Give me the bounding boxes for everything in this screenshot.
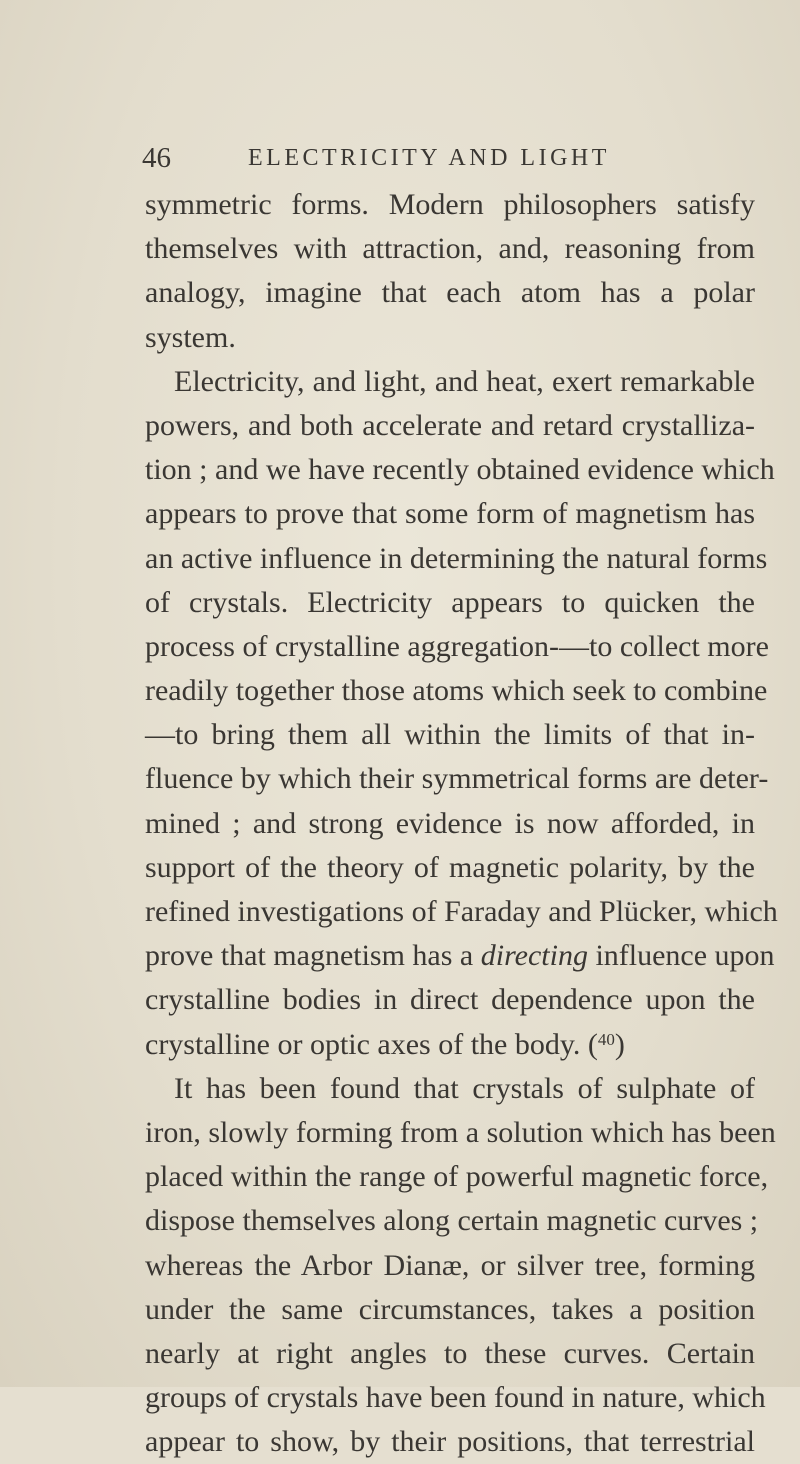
page-header xyxy=(142,140,662,176)
text-line-directing xyxy=(145,934,775,978)
text-line: appears to prove that some form of magnetism has xyxy=(145,497,755,531)
text-line: of crystals. Electricity appears to quicken the xyxy=(145,585,755,619)
text-line: themselves with attraction, and, reasoning from xyxy=(145,232,755,266)
text-line: groups of crystals have been found in nature, which xyxy=(145,1381,766,1415)
page-number: 46 xyxy=(142,142,171,174)
text-fragment: crystalline or optic axes of the body. ( xyxy=(145,1027,598,1061)
text-line: support of the theory of magnetic polarity, by the xyxy=(145,850,755,884)
body-text xyxy=(145,183,778,1464)
text-line: process of crystalline aggregation-—to collect more xyxy=(145,629,769,663)
text-line: readily together those atoms which seek to combine xyxy=(145,674,768,708)
text-line: symmetric forms. Modern philosophers satisfy xyxy=(145,188,755,221)
text-line: crystalline bodies in direct dependence upon the xyxy=(145,983,755,1017)
footnote-reference: 40 xyxy=(597,1029,615,1049)
text-line: fluence by which their symmetrical forms are deter- xyxy=(145,762,769,796)
text-line: system. xyxy=(145,320,236,354)
text-line: powers, and both accelerate and retard crystalliza- xyxy=(145,408,755,442)
text-line: appear to show, by their positions, that terrestrial xyxy=(145,1425,755,1459)
text-line: placed within the range of powerful magnetic force, xyxy=(145,1160,769,1194)
text-line: under the same circumstances, takes a position xyxy=(145,1292,755,1326)
text-line-footnote xyxy=(145,1023,755,1067)
text-fragment: prove that magnetism has a xyxy=(145,939,481,973)
text-line: whereas the Arbor Dianæ, or silver tree, forming xyxy=(145,1248,755,1282)
running-head: ELECTRICITY AND LIGHT xyxy=(248,145,610,171)
text-line: —to bring them all within the limits of that in- xyxy=(145,718,755,752)
text-line: It has been found that crystals of sulphate of xyxy=(174,1071,755,1105)
text-line: mined ; and strong evidence is now afforded, in xyxy=(145,806,755,840)
text-line: an active influence in determining the natural forms xyxy=(145,541,768,575)
text-fragment: ) xyxy=(614,1027,625,1061)
text-line: analogy, imagine that each atom has a polar xyxy=(145,276,755,310)
text-line: Electricity, and light, and heat, exert remarkable xyxy=(174,364,755,398)
text-line: refined investigations of Faraday and Plücker, which xyxy=(145,895,778,928)
text-line: tion ; and we have recently obtained evidence which xyxy=(145,453,775,487)
text-line: iron, slowly forming from a solution which has been xyxy=(145,1115,776,1149)
text-line: dispose themselves along certain magnetic curves ; xyxy=(145,1204,759,1238)
text-line: nearly at right angles to these curves. Certain xyxy=(145,1336,755,1370)
text-fragment: influence upon xyxy=(587,939,775,973)
italic-word: directing xyxy=(480,939,588,973)
